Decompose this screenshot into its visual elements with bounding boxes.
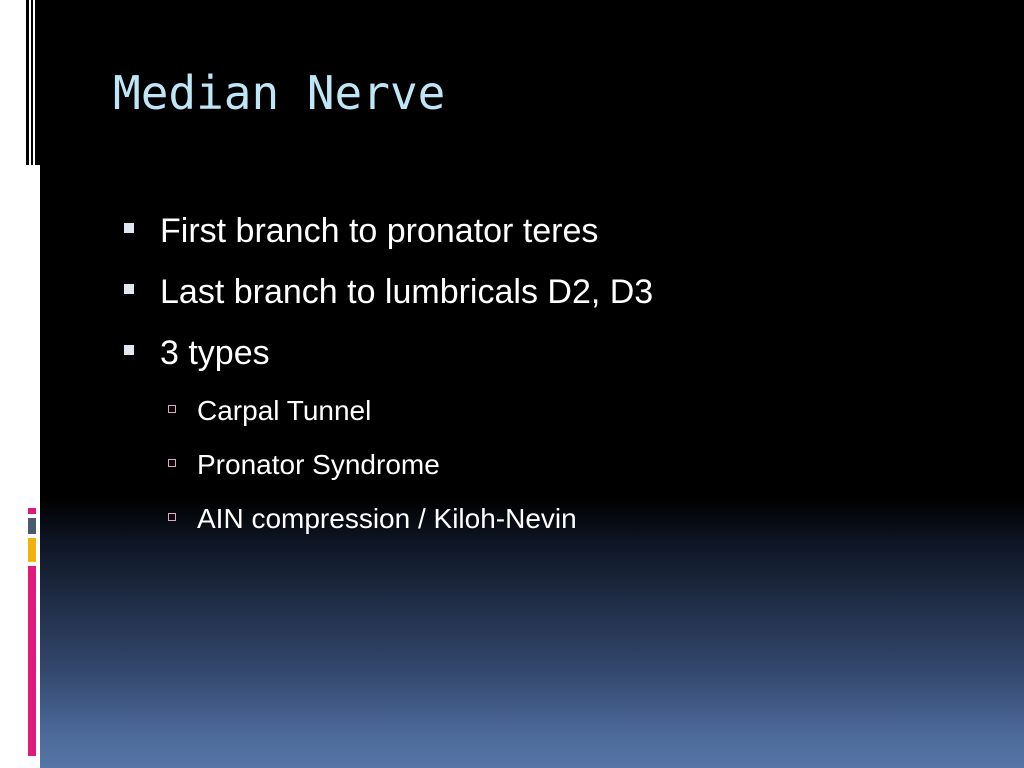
filled-square-bullet-icon <box>124 284 134 294</box>
slate-bar <box>28 518 36 534</box>
bullet-item <box>124 269 984 330</box>
sub-bullet-item <box>124 391 984 445</box>
sub-bullet-item <box>124 445 984 499</box>
sub-bullet-item <box>124 499 984 553</box>
magenta-long-bar <box>28 566 36 756</box>
sub-bullet-list <box>124 391 984 553</box>
slide-title: Median Nerve <box>113 66 446 120</box>
top-decorative-bars <box>26 0 40 165</box>
bottom-color-bars <box>28 508 38 758</box>
bullet-item <box>124 208 984 269</box>
hollow-square-bullet-icon <box>168 405 176 413</box>
sub-bullet-text: Pronator Syndrome <box>197 449 440 480</box>
hollow-square-bullet-icon <box>168 459 176 467</box>
bullet-text: 3 types <box>160 334 270 372</box>
bullet-item <box>124 330 984 391</box>
filled-square-bullet-icon <box>124 223 134 233</box>
gold-bar <box>28 538 36 562</box>
magenta-bar <box>28 508 36 514</box>
sub-bullet-text: AIN compression / Kiloh-Nevin <box>197 503 577 534</box>
filled-square-bullet-icon <box>124 345 134 355</box>
bullet-text: Last branch to lumbricals D2, D3 <box>160 273 654 311</box>
bullet-text: First branch to pronator teres <box>160 212 599 250</box>
bullet-list <box>124 208 984 553</box>
sub-bullet-text: Carpal Tunnel <box>197 395 372 426</box>
hollow-square-bullet-icon <box>168 513 176 521</box>
